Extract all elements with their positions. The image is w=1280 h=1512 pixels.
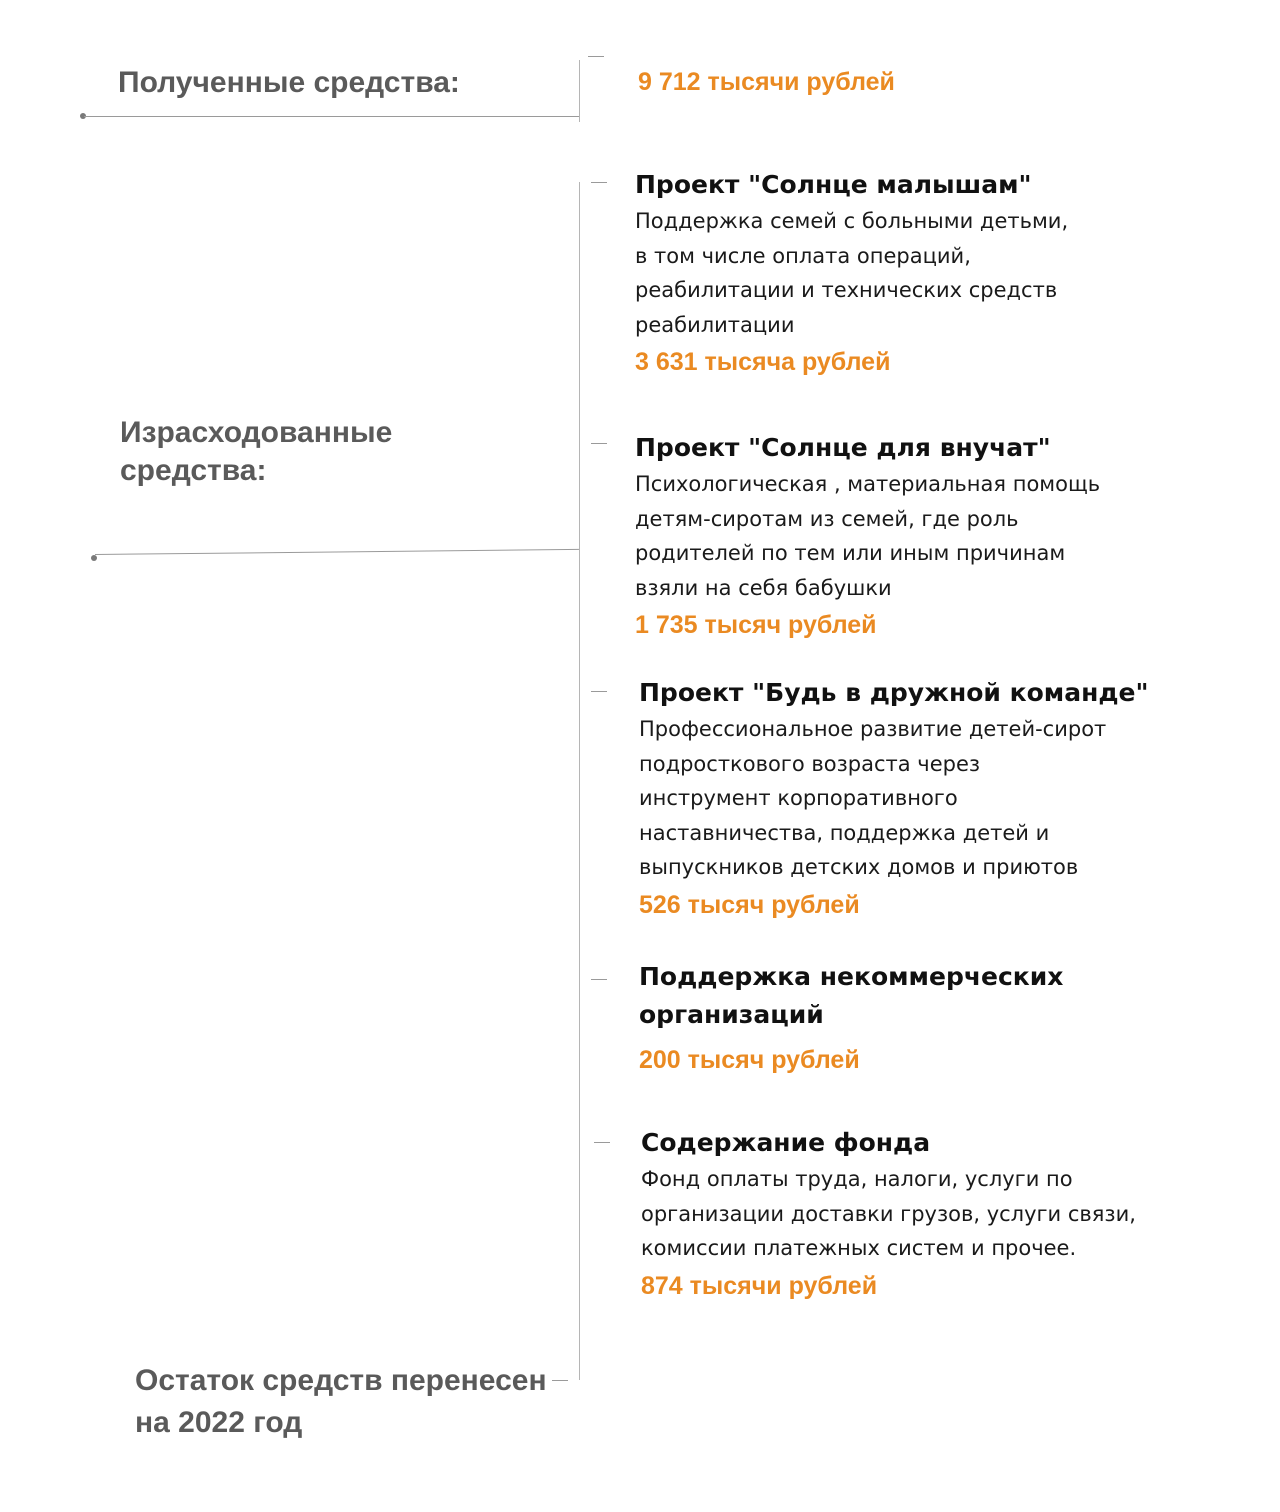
tick-project-2 bbox=[591, 443, 607, 444]
tick-project-4 bbox=[591, 979, 607, 980]
tick-project-3 bbox=[591, 691, 607, 692]
project-title: Поддержка некоммерческих организаций bbox=[639, 962, 1064, 1029]
project-block-5 bbox=[641, 1124, 1241, 1306]
project-amount: 3 631 тысяча рублей bbox=[635, 348, 891, 376]
project-block-3 bbox=[639, 674, 1239, 925]
project-amount: 1 735 тысяч рублей bbox=[635, 611, 877, 639]
spent-underline bbox=[95, 549, 579, 555]
timeline-line-top bbox=[579, 60, 580, 122]
tick-received bbox=[588, 56, 604, 57]
project-description: Поддержка семей с больными детьми, в том числе оплата операций, реабилитации и технических средств реабилитации bbox=[635, 209, 1069, 337]
project-title: Проект "Будь в дружной команде" bbox=[639, 678, 1149, 707]
tick-project-5 bbox=[594, 1142, 610, 1143]
project-amount: 874 тысячи рублей bbox=[641, 1271, 878, 1300]
project-title: Проект "Солнце малышам" bbox=[635, 170, 1032, 199]
received-label: Полученные средства: bbox=[118, 66, 460, 99]
received-amount: 9 712 тысячи рублей bbox=[638, 68, 895, 96]
tick-project-1 bbox=[591, 182, 607, 183]
timeline-line-main bbox=[579, 182, 580, 1380]
project-description: Профессиональное развитие детей-сирот подросткового возраста через инструмент корпоративного наставничества, поддержка детей и выпускников детских домов и приютов bbox=[639, 717, 1107, 879]
project-amount: 526 тысяч рублей bbox=[639, 890, 860, 919]
project-description: Фонд оплаты труда, налоги, услуги по организации доставки грузов, услуги связи, комиссии платежных систем и прочее. bbox=[641, 1167, 1136, 1260]
tick-remainder bbox=[552, 1380, 568, 1381]
spent-label: Израсходованные средства: bbox=[120, 416, 393, 487]
received-underline bbox=[84, 116, 579, 117]
project-amount: 200 тысяч рублей bbox=[639, 1046, 860, 1074]
project-title: Проект "Солнце для внучат" bbox=[635, 433, 1051, 462]
project-block-2 bbox=[635, 429, 1235, 645]
spent-bullet bbox=[91, 555, 97, 561]
project-block-1 bbox=[635, 166, 1235, 382]
remainder-label: Остаток средств перенесен на 2022 год bbox=[135, 1364, 547, 1439]
project-description: Психологическая , материальная помощь детям-сиротам из семей, где роль родителей по тем или иным причинам взяли на себя бабушки bbox=[635, 472, 1101, 600]
project-block-4 bbox=[639, 958, 1239, 1080]
project-title: Содержание фонда bbox=[641, 1128, 931, 1157]
